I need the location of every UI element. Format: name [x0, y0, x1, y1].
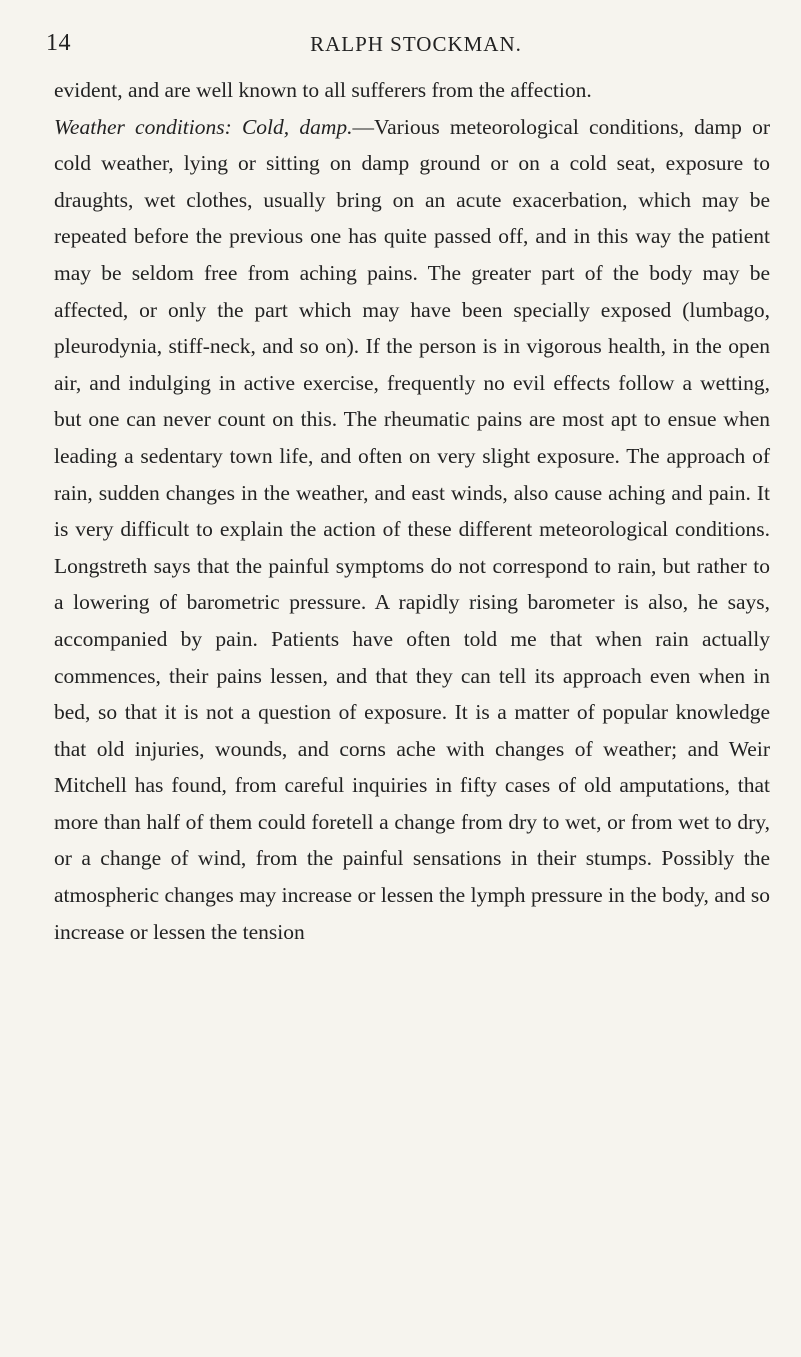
section-heading: Weather conditions: Cold, damp.	[54, 114, 353, 139]
page-number: 14	[46, 30, 71, 56]
paragraph-2	[54, 109, 770, 951]
page-header	[46, 30, 786, 60]
paragraph-2-text: Various meteorological conditions, damp or cold weather, lying or sitting on damp ground or on a cold seat, exposure to draughts, wet clothes, usually bring on an acute exacerbation, which may be repeated before the previous one has quite passed off, and in this way the patient may be seldom free from aching pains. The greater part of the body may be affected, or only the part which may have been specially exposed (lumbago, pleurodynia, stiff-neck, and so on). If the person is in vigorous health, in the open air, and indulging in active exercise, frequently no evil effects follow a wetting, but one can never count on this. The rheumatic pains are most apt to ensue when leading a sedentary town life, and often on very slight exposure. The approach of rain, sudden changes in the weather, and east winds, also cause aching and pain. It is very difficult to explain the action of these different meteorological conditions. Longstreth says that the painful symptoms do not correspond to rain, but rather to a lowering of barometric pressure. A rapidly rising barometer is also, he says, accompanied by pain. Patients have often told me that when rain actually commences, their pains lessen, and that they can tell its approach even when in bed, so that it is not a question of exposure. It is a matter of popular knowledge that old injuries, wounds, and corns ache with changes of weather; and Weir Mitchell has found, from careful inquiries in fifty cases of old amputations, that more than half of them could foretell a change from dry to wet, or from wet to dry, or a change of wind, from the painful sensations in their stumps. Possibly the atmospheric changes may increase or lessen the lymph pressure in the body, and so increase or lessen the tension	[54, 114, 770, 944]
paragraph-1: evident, and are well known to all sufferers from the affection.	[54, 78, 592, 102]
body-text	[54, 72, 770, 950]
heading-dash: —	[352, 114, 374, 139]
running-head: RALPH STOCKMAN.	[310, 32, 522, 56]
